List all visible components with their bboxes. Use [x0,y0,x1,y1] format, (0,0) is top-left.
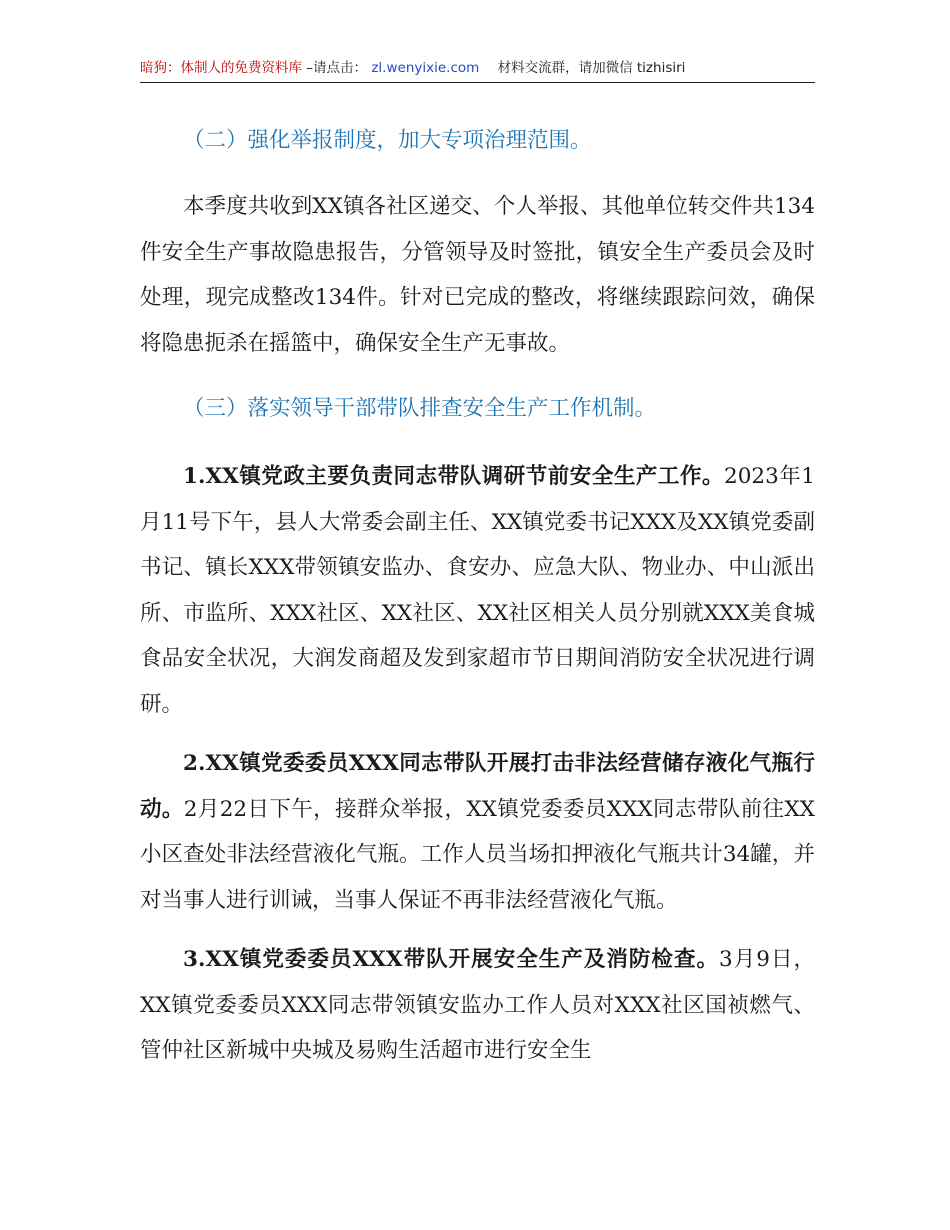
item2-body: 2月22日下午，接群众举报，XX镇党委委员XXX同志带队前往XX小区查处非法经营液化气瓶。工作人员当场扣押液化气瓶共计34罐，并对当事人进行训诫，当事人保证不再非法经营液化气瓶。 [140,796,815,913]
item1-paragraph [140,454,815,727]
header-url-link[interactable]: zl.wenyixie.com [371,60,480,76]
item1-title: 1.XX镇党政主要负责同志带队调研节前安全生产工作。 [183,464,725,489]
header-click-label: –请点击： [306,60,368,76]
section2-paragraph: 本季度共收到XX镇各社区递交、个人举报、其他单位转交件共134件安全生产事故隐患报告，分管领导及时签批，镇安全生产委员会及时处理，现完成整改134件。针对已完成的整改，将继续跟踪问效，确保将隐患扼杀在摇篮中，确保安全生产无事故。 [140,194,815,356]
document-body [140,110,815,1074]
item3-body: 3月9日，XX镇党委委员XXX同志带领镇安监办工作人员对XXX社区国祯燃气、管仲社区新城中央城及易购生活超市进行安全生 [140,947,815,1063]
item3-title: 3.XX镇党委委员XXX带队开展安全生产及消防检查。 [183,947,720,972]
item2-title: 2.XX镇党委委员XXX同志带队开展打击非法经营储存液化气瓶行动。 [140,751,815,822]
header-group-label: 材料交流群，请加微信 tizhisiri [497,60,686,76]
section2-heading: （二）强化举报制度，加大专项治理范围。 [183,128,592,153]
section3-heading: （三）落实领导干部带队排查安全生产工作机制。 [183,396,657,421]
item2-paragraph [140,741,815,923]
item1-body: 2023年1月11号下午，县人大常委会副主任、XX镇党委书记XXX及XX镇党委副书记、镇长XXX带领镇安监办、食安办、应急大队、物业办、中山派出所、市监所、XXX社区、XX社区、XX社区相关人员分别就XXX美食城食品安全状况，大润发商超及发到家超市节日期间消防安全状况进行调研。 [140,464,815,717]
item3-paragraph [140,937,815,1074]
page-header [140,58,815,83]
header-source-label: 暗狗：体制人的免费资料库 [140,60,302,76]
